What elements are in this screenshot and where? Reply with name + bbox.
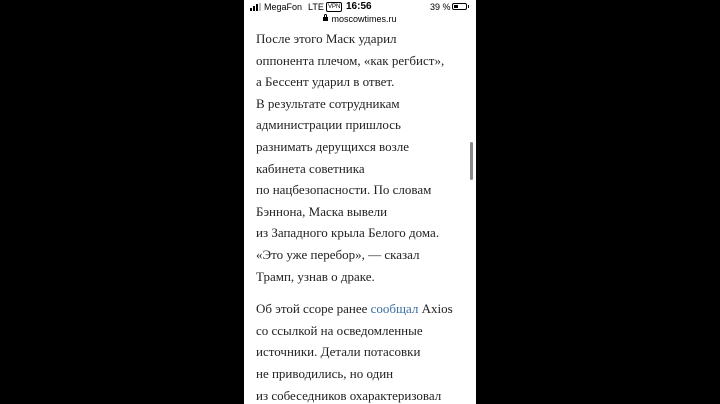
article-line: кабинета советника [256, 160, 365, 176]
article-paragraph [256, 298, 470, 404]
address-bar[interactable] [244, 14, 476, 27]
url-text: moscowtimes.ru [331, 14, 397, 24]
article-line: со ссылкой на осведомленные [256, 322, 423, 338]
article-line: После этого Маск ударил [256, 31, 397, 46]
article-line: источники. Детали потасовки [256, 344, 421, 360]
article-paragraph [256, 28, 470, 287]
article-line: «Это уже перебор», — сказал [256, 246, 420, 262]
article-line: по нацбезопасности. По словам [256, 182, 432, 198]
scrollbar[interactable] [470, 142, 473, 180]
vpn-badge: VPN [328, 4, 341, 10]
article-line: администрации пришлось [256, 117, 401, 133]
battery-icon [452, 3, 467, 10]
carrier-name: MegaFon [264, 2, 303, 12]
battery-percent: 39 % [430, 2, 451, 12]
status-bar [244, 0, 476, 14]
article-line: разнимать дерущихся возле [256, 138, 409, 154]
signal-strength-icon [250, 3, 261, 11]
status-time: 16:56 [346, 1, 372, 12]
article-line: оппонента плечом, «как регбист», [256, 52, 445, 68]
article-line: Об этой ссоре ранее сообщал Axios [256, 301, 453, 317]
article-line: из собеседников охарактеризовал [256, 387, 442, 403]
lock-icon [323, 17, 328, 21]
network-type: LTE [308, 2, 324, 12]
article-line: Бэннона, Маска вывели [256, 203, 388, 219]
article-line: из Западного крыла Белого дома. [256, 225, 440, 241]
source-link[interactable]: сообщал [370, 301, 419, 317]
article-line: В результате сотрудникам [256, 95, 400, 111]
article-line: не приводились, но один [256, 365, 394, 381]
article-line: а Бессент ударил в ответ. [256, 74, 395, 90]
phone-screen [244, 0, 476, 404]
article-body [256, 28, 470, 404]
article-line: Трамп, узнав о драке. [256, 268, 375, 284]
